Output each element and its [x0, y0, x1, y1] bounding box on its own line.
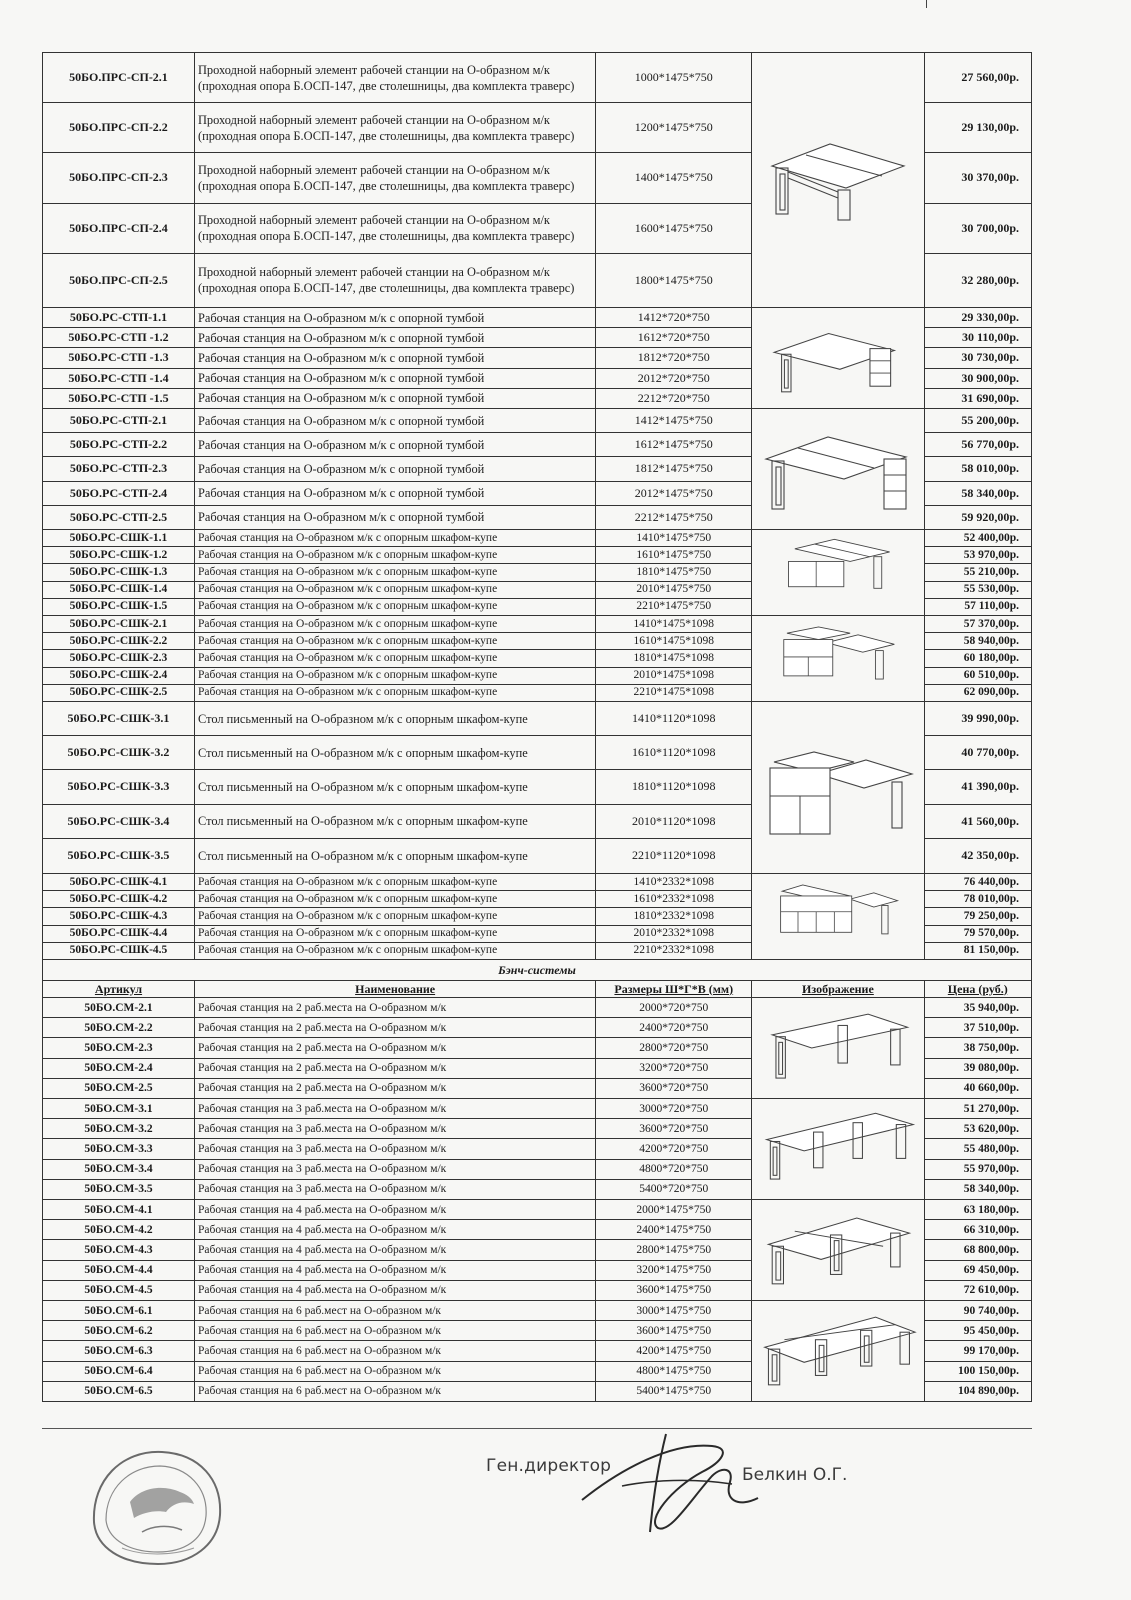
name-cell: Рабочая станция на О-образном м/к с опорным шкафом-купе	[194, 616, 595, 633]
article-cell: 50БО.СМ-4.2	[43, 1220, 195, 1240]
table-row	[43, 998, 1032, 1018]
article-cell: 50БО.РС-СТП-1.1	[43, 308, 195, 328]
table-row	[43, 616, 1032, 633]
price-cell: 62 090,00р.	[924, 684, 1031, 701]
table-row	[43, 1301, 1032, 1321]
name-cell: Рабочая станция на О-образном м/к с опорным шкафом-купе	[194, 891, 595, 908]
name-cell: Рабочая станция на 3 раб.места на О-образном м/к	[194, 1179, 595, 1199]
column-header-name: Наименование	[194, 981, 595, 998]
name-cell: Проходной наборный элемент рабочей станции на О-образном м/к (проходная опора Б.ОСП-147, две столешницы, два комплекта траверс)	[194, 203, 595, 253]
table-row	[43, 1099, 1032, 1119]
column-header-article: Артикул	[43, 981, 195, 998]
article-cell: 50БО.СМ-3.2	[43, 1119, 195, 1139]
size-cell: 4200*720*750	[596, 1139, 752, 1159]
price-cell: 57 110,00р.	[924, 598, 1031, 615]
price-cell: 69 450,00р.	[924, 1260, 1031, 1280]
desk-with-pedestal-icon	[752, 308, 924, 409]
size-cell: 1610*1475*750	[596, 547, 752, 564]
size-cell: 1610*1120*1098	[596, 736, 752, 770]
article-cell: 50БО.ПРС-СП-2.5	[43, 253, 195, 307]
article-cell: 50БО.РС-СШК-3.1	[43, 702, 195, 736]
price-cell: 68 800,00р.	[924, 1240, 1031, 1260]
name-cell: Рабочая станция на О-образном м/к с опорным шкафом-купе	[194, 547, 595, 564]
price-cell: 29 130,00р.	[924, 103, 1031, 153]
name-cell: Проходной наборный элемент рабочей станции на О-образном м/к (проходная опора Б.ОСП-147, две столешницы, два комплекта траверс)	[194, 53, 595, 103]
price-cell: 53 620,00р.	[924, 1119, 1031, 1139]
article-cell: 50БО.РС-СТП-2.2	[43, 433, 195, 457]
size-cell: 2000*720*750	[596, 998, 752, 1018]
signature-block	[42, 1428, 1032, 1600]
size-cell: 3600*1475*750	[596, 1280, 752, 1300]
name-cell: Стол письменный на О-образном м/к с опорным шкафом-купе	[194, 770, 595, 804]
price-cell: 41 390,00р.	[924, 770, 1031, 804]
article-cell: 50БО.РС-СТП-2.4	[43, 481, 195, 505]
article-cell: 50БО.РС-СШК-3.2	[43, 736, 195, 770]
column-header-image: Изображение	[752, 981, 924, 998]
size-cell: 2010*1475*1098	[596, 667, 752, 684]
price-cell: 63 180,00р.	[924, 1200, 1031, 1220]
column-header-price: Цена (руб.)	[924, 981, 1031, 998]
size-cell: 1412*720*750	[596, 308, 752, 328]
name-cell: Рабочая станция на О-образном м/к с опорным шкафом-купе	[194, 564, 595, 581]
price-cell: 31 690,00р.	[924, 388, 1031, 408]
name-cell: Проходной наборный элемент рабочей станции на О-образном м/к (проходная опора Б.ОСП-147, две столешницы, два комплекта траверс)	[194, 103, 595, 153]
price-cell: 30 110,00р.	[924, 328, 1031, 348]
size-cell: 2010*2332*1098	[596, 925, 752, 942]
size-cell: 5400*720*750	[596, 1179, 752, 1199]
article-cell: 50БО.СМ-2.3	[43, 1038, 195, 1058]
name-cell: Рабочая станция на 3 раб.места на О-образном м/к	[194, 1159, 595, 1179]
size-cell: 1412*1475*750	[596, 409, 752, 433]
article-cell: 50БО.РС-СШК-4.5	[43, 942, 195, 959]
price-cell: 58 940,00р.	[924, 633, 1031, 650]
article-cell: 50БО.РС-СТП-2.1	[43, 409, 195, 433]
name-cell: Рабочая станция на О-образном м/к с опорным шкафом-купе	[194, 633, 595, 650]
article-cell: 50БО.СМ-6.2	[43, 1321, 195, 1341]
size-cell: 1410*1120*1098	[596, 702, 752, 736]
size-cell: 2212*720*750	[596, 388, 752, 408]
price-list-sheet	[42, 52, 1032, 1402]
size-cell: 1612*720*750	[596, 328, 752, 348]
name-cell: Рабочая станция на О-образном м/к с опорным шкафом-купе	[194, 684, 595, 701]
name-cell: Рабочая станция на 4 раб.места на О-образном м/к	[194, 1200, 595, 1220]
name-cell: Рабочая станция на О-образном м/к с опорной тумбой	[194, 433, 595, 457]
furniture-drawing	[759, 311, 917, 405]
company-stamp	[82, 1440, 232, 1575]
footer-rule	[42, 1428, 1032, 1429]
article-cell: 50БО.РС-СШК-1.1	[43, 530, 195, 547]
name-cell: Рабочая станция на 4 раб.места на О-образном м/к	[194, 1280, 595, 1300]
price-cell: 41 560,00р.	[924, 804, 1031, 838]
size-cell: 4200*1475*750	[596, 1341, 752, 1361]
furniture-drawing	[754, 738, 922, 838]
price-cell: 100 150,00р.	[924, 1361, 1031, 1381]
article-cell: 50БО.ПРС-СП-2.2	[43, 103, 195, 153]
furniture-drawing	[771, 619, 904, 698]
double-desk-with-pedestal-icon	[752, 409, 924, 530]
size-cell: 2210*1475*750	[596, 598, 752, 615]
name-cell: Рабочая станция на О-образном м/к с опорным шкафом-купе	[194, 598, 595, 615]
price-cell: 37 510,00р.	[924, 1018, 1031, 1038]
bench-2-icon	[752, 998, 924, 1099]
price-cell: 51 270,00р.	[924, 1099, 1031, 1119]
name-cell: Рабочая станция на 6 раб.мест на О-образном м/к	[194, 1301, 595, 1321]
price-cell: 39 080,00р.	[924, 1058, 1031, 1078]
table-row	[43, 702, 1032, 736]
name-cell: Рабочая станция на О-образном м/к с опорным шкафом-купе	[194, 530, 595, 547]
name-cell: Рабочая станция на О-образном м/к с опорной тумбой	[194, 505, 595, 529]
article-cell: 50БО.СМ-3.4	[43, 1159, 195, 1179]
price-list-table	[42, 52, 1032, 1402]
name-cell: Рабочая станция на О-образном м/к с опорной тумбой	[194, 409, 595, 433]
bench-4-icon	[752, 1200, 924, 1301]
price-cell: 58 340,00р.	[924, 481, 1031, 505]
article-cell: 50БО.СМ-6.5	[43, 1381, 195, 1401]
article-cell: 50БО.СМ-6.4	[43, 1361, 195, 1381]
furniture-drawing	[759, 1203, 917, 1297]
name-cell: Рабочая станция на О-образном м/к с опорным шкафом-купе	[194, 667, 595, 684]
price-cell: 30 900,00р.	[924, 368, 1031, 388]
name-cell: Рабочая станция на О-образном м/к с опорной тумбой	[194, 481, 595, 505]
price-cell: 60 510,00р.	[924, 667, 1031, 684]
name-cell: Рабочая станция на 3 раб.места на О-образном м/к	[194, 1119, 595, 1139]
bench-section-heading	[43, 960, 1032, 998]
size-cell: 1600*1475*750	[596, 203, 752, 253]
name-cell: Рабочая станция на О-образном м/к с опорной тумбой	[194, 348, 595, 368]
name-cell: Стол письменный на О-образном м/к с опорным шкафом-купе	[194, 702, 595, 736]
size-cell: 1610*2332*1098	[596, 891, 752, 908]
name-cell: Рабочая станция на О-образном м/к с опорной тумбой	[194, 388, 595, 408]
price-cell: 78 010,00р.	[924, 891, 1031, 908]
size-cell: 1810*1120*1098	[596, 770, 752, 804]
name-cell: Проходной наборный элемент рабочей станции на О-образном м/к (проходная опора Б.ОСП-147, две столешницы, два комплекта траверс)	[194, 253, 595, 307]
article-cell: 50БО.РС-СШК-2.3	[43, 650, 195, 667]
table-row	[43, 409, 1032, 433]
name-cell: Рабочая станция на 2 раб.места на О-образном м/к	[194, 1058, 595, 1078]
bench-3-icon	[752, 1099, 924, 1200]
article-cell: 50БО.ПРС-СП-2.3	[43, 153, 195, 203]
price-cell: 60 180,00р.	[924, 650, 1031, 667]
size-cell: 1410*1475*750	[596, 530, 752, 547]
section-title-bench: Бэнч-системы	[43, 960, 1032, 981]
article-cell: 50БО.РС-СШК-2.1	[43, 616, 195, 633]
table-row	[43, 530, 1032, 547]
article-cell: 50БО.РС-СШК-2.4	[43, 667, 195, 684]
price-cell: 99 170,00р.	[924, 1341, 1031, 1361]
price-cell: 58 340,00р.	[924, 1179, 1031, 1199]
article-cell: 50БО.СМ-6.3	[43, 1341, 195, 1361]
desk-l-cabinet-icon	[752, 702, 924, 874]
size-cell: 2010*1475*750	[596, 581, 752, 598]
price-cell: 104 890,00р.	[924, 1381, 1031, 1401]
name-cell: Рабочая станция на О-образном м/к с опорным шкафом-купе	[194, 942, 595, 959]
article-cell: 50БО.РС-СТП -1.5	[43, 388, 195, 408]
price-cell: 55 530,00р.	[924, 581, 1031, 598]
size-cell: 2210*2332*1098	[596, 942, 752, 959]
article-cell: 50БО.РС-СШК-1.5	[43, 598, 195, 615]
price-cell: 30 730,00р.	[924, 348, 1031, 368]
size-cell: 4800*1475*750	[596, 1361, 752, 1381]
table-row	[43, 308, 1032, 328]
size-cell: 1810*2332*1098	[596, 908, 752, 925]
price-cell: 79 250,00р.	[924, 908, 1031, 925]
article-cell: 50БО.РС-СТП-2.3	[43, 457, 195, 481]
name-cell: Рабочая станция на О-образном м/к с опорным шкафом-купе	[194, 581, 595, 598]
furniture-drawing	[754, 130, 922, 230]
price-cell: 42 350,00р.	[924, 838, 1031, 873]
price-cell: 52 400,00р.	[924, 530, 1031, 547]
article-cell: 50БО.РС-СШК-1.3	[43, 564, 195, 581]
price-cell: 38 750,00р.	[924, 1038, 1031, 1058]
price-cell: 90 740,00р.	[924, 1301, 1031, 1321]
furniture-drawing	[771, 877, 904, 956]
bench-rows	[43, 998, 1032, 1402]
name-cell: Рабочая станция на О-образном м/к с опорным шкафом-купе	[194, 908, 595, 925]
price-cell: 55 200,00р.	[924, 409, 1031, 433]
article-cell: 50БО.СМ-2.4	[43, 1058, 195, 1078]
article-cell: 50БО.РС-СШК-2.2	[43, 633, 195, 650]
size-cell: 3000*1475*750	[596, 1301, 752, 1321]
name-cell: Рабочая станция на 4 раб.места на О-образном м/к	[194, 1260, 595, 1280]
size-cell: 2010*1120*1098	[596, 804, 752, 838]
size-cell: 3200*1475*750	[596, 1260, 752, 1280]
price-cell: 39 990,00р.	[924, 702, 1031, 736]
name-cell: Рабочая станция на 6 раб.мест на О-образном м/к	[194, 1321, 595, 1341]
size-cell: 2400*1475*750	[596, 1220, 752, 1240]
size-cell: 3200*720*750	[596, 1058, 752, 1078]
size-cell: 2210*1120*1098	[596, 838, 752, 873]
article-cell: 50БО.РС-СШК-4.1	[43, 874, 195, 891]
size-cell: 1812*1475*750	[596, 457, 752, 481]
size-cell: 2012*720*750	[596, 368, 752, 388]
size-cell: 2800*1475*750	[596, 1240, 752, 1260]
article-cell: 50БО.СМ-4.4	[43, 1260, 195, 1280]
furniture-drawing	[754, 419, 922, 519]
name-cell: Рабочая станция на 3 раб.места на О-образном м/к	[194, 1139, 595, 1159]
article-cell: 50БО.СМ-6.1	[43, 1301, 195, 1321]
desk-long-cabinet-icon	[752, 874, 924, 960]
article-cell: 50БО.СМ-2.5	[43, 1078, 195, 1098]
furniture-drawing	[759, 1304, 917, 1398]
bench-6-icon	[752, 1301, 924, 1402]
name-cell: Проходной наборный элемент рабочей станции на О-образном м/к (проходная опора Б.ОСП-147, две столешницы, два комплекта траверс)	[194, 153, 595, 203]
name-cell: Стол письменный на О-образном м/к с опорным шкафом-купе	[194, 804, 595, 838]
article-cell: 50БО.РС-СШК-1.2	[43, 547, 195, 564]
size-cell: 4800*720*750	[596, 1159, 752, 1179]
table-row	[43, 1200, 1032, 1220]
table-row	[43, 874, 1032, 891]
size-cell: 1610*1475*1098	[596, 633, 752, 650]
director-name: Белкин О.Г.	[742, 1465, 848, 1485]
name-cell: Рабочая станция на О-образном м/к с опорной тумбой	[194, 308, 595, 328]
furniture-drawing	[771, 533, 904, 612]
size-cell: 1810*1475*750	[596, 564, 752, 581]
article-cell: 50БО.РС-СТП -1.4	[43, 368, 195, 388]
size-cell: 2210*1475*1098	[596, 684, 752, 701]
name-cell: Рабочая станция на 3 раб.места на О-образном м/к	[194, 1099, 595, 1119]
price-cell: 30 700,00р.	[924, 203, 1031, 253]
article-cell: 50БО.ПРС-СП-2.4	[43, 203, 195, 253]
furniture-drawing	[759, 1001, 917, 1095]
size-cell: 2800*720*750	[596, 1038, 752, 1058]
article-cell: 50БО.РС-СШК-2.5	[43, 684, 195, 701]
name-cell: Рабочая станция на 4 раб.места на О-образном м/к	[194, 1240, 595, 1260]
article-cell: 50БО.РС-СШК-3.3	[43, 770, 195, 804]
name-cell: Рабочая станция на О-образном м/к с опорной тумбой	[194, 457, 595, 481]
price-cell: 55 210,00р.	[924, 564, 1031, 581]
name-cell: Рабочая станция на 6 раб.мест на О-образном м/к	[194, 1341, 595, 1361]
price-cell: 32 280,00р.	[924, 253, 1031, 307]
name-cell: Рабочая станция на 2 раб.места на О-образном м/к	[194, 1018, 595, 1038]
column-header-size: Размеры Ш*Г*В (мм)	[596, 981, 752, 998]
handwritten-signature	[562, 1428, 782, 1543]
name-cell: Стол письменный на О-образном м/к с опорным шкафом-купе	[194, 838, 595, 873]
price-cell: 35 940,00р.	[924, 998, 1031, 1018]
article-cell: 50БО.ПРС-СП-2.1	[43, 53, 195, 103]
desk-pass-through-icon	[752, 53, 924, 308]
size-cell: 2012*1475*750	[596, 481, 752, 505]
price-cell: 29 330,00р.	[924, 308, 1031, 328]
article-cell: 50БО.РС-СТП-2.5	[43, 505, 195, 529]
size-cell: 1812*720*750	[596, 348, 752, 368]
price-cell: 66 310,00р.	[924, 1220, 1031, 1240]
price-cell: 76 440,00р.	[924, 874, 1031, 891]
size-cell: 5400*1475*750	[596, 1381, 752, 1401]
price-cell: 27 560,00р.	[924, 53, 1031, 103]
price-cell: 56 770,00р.	[924, 433, 1031, 457]
name-cell: Рабочая станция на О-образном м/к с опорным шкафом-купе	[194, 925, 595, 942]
size-cell: 1400*1475*750	[596, 153, 752, 203]
size-cell: 3600*720*750	[596, 1119, 752, 1139]
name-cell: Рабочая станция на 4 раб.места на О-образном м/к	[194, 1220, 595, 1240]
price-cell: 55 970,00р.	[924, 1159, 1031, 1179]
article-cell: 50БО.СМ-3.5	[43, 1179, 195, 1199]
article-cell: 50БО.СМ-4.3	[43, 1240, 195, 1260]
page-edge-mark	[926, 0, 927, 8]
director-title: Ген.директор	[486, 1456, 612, 1476]
desk-with-cabinet-icon	[752, 530, 924, 616]
article-cell: 50БО.РС-СШК-4.2	[43, 891, 195, 908]
price-cell: 40 660,00р.	[924, 1078, 1031, 1098]
size-cell: 2212*1475*750	[596, 505, 752, 529]
workstation-rows	[43, 53, 1032, 960]
size-cell: 3000*720*750	[596, 1099, 752, 1119]
desk-with-tall-cabinet-icon	[752, 616, 924, 702]
name-cell: Рабочая станция на О-образном м/к с опорной тумбой	[194, 368, 595, 388]
article-cell: 50БО.СМ-4.5	[43, 1280, 195, 1300]
article-cell: 50БО.СМ-3.3	[43, 1139, 195, 1159]
article-cell: 50БО.РС-СШК-3.5	[43, 838, 195, 873]
article-cell: 50БО.СМ-2.2	[43, 1018, 195, 1038]
article-cell: 50БО.РС-СТП -1.2	[43, 328, 195, 348]
article-cell: 50БО.РС-СШК-4.3	[43, 908, 195, 925]
article-cell: 50БО.СМ-2.1	[43, 998, 195, 1018]
name-cell: Рабочая станция на 6 раб.мест на О-образном м/к	[194, 1381, 595, 1401]
name-cell: Рабочая станция на О-образном м/к с опорным шкафом-купе	[194, 874, 595, 891]
size-cell: 2400*720*750	[596, 1018, 752, 1038]
size-cell: 1810*1475*1098	[596, 650, 752, 667]
price-cell: 30 370,00р.	[924, 153, 1031, 203]
size-cell: 1612*1475*750	[596, 433, 752, 457]
size-cell: 3600*1475*750	[596, 1321, 752, 1341]
article-cell: 50БО.РС-СТП -1.3	[43, 348, 195, 368]
furniture-drawing	[759, 1102, 917, 1196]
size-cell: 1200*1475*750	[596, 103, 752, 153]
article-cell: 50БО.СМ-3.1	[43, 1099, 195, 1119]
name-cell: Рабочая станция на О-образном м/к с опорным шкафом-купе	[194, 650, 595, 667]
price-cell: 72 610,00р.	[924, 1280, 1031, 1300]
size-cell: 3600*720*750	[596, 1078, 752, 1098]
name-cell: Рабочая станция на 2 раб.места на О-образном м/к	[194, 1078, 595, 1098]
price-cell: 40 770,00р.	[924, 736, 1031, 770]
size-cell: 1000*1475*750	[596, 53, 752, 103]
table-row	[43, 53, 1032, 103]
price-cell: 57 370,00р.	[924, 616, 1031, 633]
name-cell: Рабочая станция на 2 раб.места на О-образном м/к	[194, 998, 595, 1018]
article-cell: 50БО.РС-СШК-3.4	[43, 804, 195, 838]
article-cell: 50БО.СМ-4.1	[43, 1200, 195, 1220]
name-cell: Рабочая станция на 6 раб.мест на О-образном м/к	[194, 1361, 595, 1381]
price-cell: 95 450,00р.	[924, 1321, 1031, 1341]
size-cell: 2000*1475*750	[596, 1200, 752, 1220]
price-cell: 59 920,00р.	[924, 505, 1031, 529]
price-cell: 58 010,00р.	[924, 457, 1031, 481]
name-cell: Рабочая станция на О-образном м/к с опорной тумбой	[194, 328, 595, 348]
price-cell: 55 480,00р.	[924, 1139, 1031, 1159]
size-cell: 1800*1475*750	[596, 253, 752, 307]
name-cell: Стол письменный на О-образном м/к с опорным шкафом-купе	[194, 736, 595, 770]
name-cell: Рабочая станция на 2 раб.места на О-образном м/к	[194, 1038, 595, 1058]
size-cell: 1410*1475*1098	[596, 616, 752, 633]
price-cell: 81 150,00р.	[924, 942, 1031, 959]
price-cell: 79 570,00р.	[924, 925, 1031, 942]
size-cell: 1410*2332*1098	[596, 874, 752, 891]
price-cell: 53 970,00р.	[924, 547, 1031, 564]
article-cell: 50БО.РС-СШК-4.4	[43, 925, 195, 942]
article-cell: 50БО.РС-СШК-1.4	[43, 581, 195, 598]
